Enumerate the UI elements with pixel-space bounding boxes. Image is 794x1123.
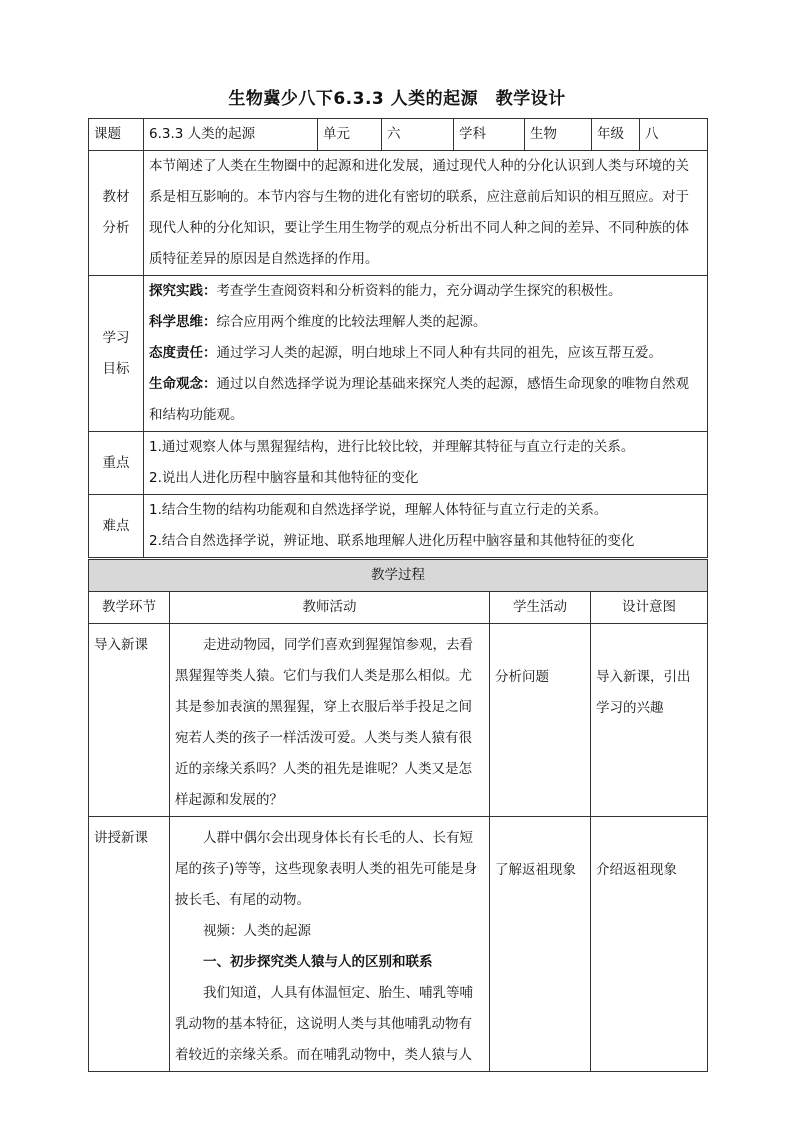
- info-table: [88, 118, 708, 558]
- xueke-label: 学科: [454, 119, 525, 151]
- keypoints-content: [144, 432, 708, 495]
- material-label-line-1: 教材: [102, 189, 130, 205]
- student-activity: 分析问题: [490, 624, 591, 817]
- column-header: 学生活动: [490, 592, 591, 624]
- document-title: 生物冀少八下6.3.3 人类的起源 教学设计: [228, 89, 566, 109]
- difficulty-item: 1.结合生物的结构功能观和自然选择学说，理解人体特征与直立行走的关系。: [149, 502, 608, 518]
- keti-value: 6.3.3 人类的起源: [144, 119, 318, 151]
- goal-text: 综合应用两个维度的比较法理解人类的起源。: [216, 314, 487, 330]
- teacher-paragraph: 人群中偶尔会出现身体长有长毛的人、长有短尾的孩子)等等，这些现象表明人类的祖先可能是身披长毛、有尾的动物。: [175, 830, 478, 908]
- column-header: 教学环节: [89, 592, 170, 624]
- keti-label: 课题: [89, 119, 144, 151]
- goal-text: 通过学习人类的起源，明白地球上不同人种有共同的祖先，应该互帮互爱。: [216, 345, 662, 361]
- material-label: [89, 151, 144, 276]
- goals-label: [89, 276, 144, 432]
- goal-head: 态度责任：: [149, 345, 217, 361]
- teacher-activity: [170, 817, 490, 1072]
- goals-label-line-1: 学习: [102, 329, 130, 346]
- difficulties-label: 难点: [89, 495, 144, 558]
- teacher-paragraph: 我们知道，人具有体温恒定、胎生、哺乳等哺乳动物的基本特征，这说明人类与其他哺乳动物有着较近的亲缘关系。而在哺乳动物中，类人猿与人: [175, 985, 473, 1063]
- danyuan-value: 六: [382, 119, 454, 151]
- column-header: 设计意图: [591, 592, 708, 624]
- process-table: [88, 559, 708, 1072]
- column-header: 教师活动: [170, 592, 490, 624]
- stage-cell: 讲授新课: [89, 817, 170, 1072]
- keypoint-item: 1.通过观察人体与黑猩猩结构，进行比较比较，并理解其特征与直立行走的关系。: [149, 439, 635, 455]
- goals-content: [144, 276, 708, 432]
- goals-label-line-2: 目标: [102, 360, 130, 377]
- student-activity: 了解返祖现象: [490, 817, 591, 1072]
- nianji-value: 八: [640, 119, 708, 151]
- material-text: 本节阐述了人类在生物圈中的起源和进化发展，通过现代人种的分化认识到人类与环境的关系是相互影响的。本节内容与生物的进化有密切的联系，应注意前后知识的相互照应。对于现代人种的分化知识，要让学生用生物学的观点分析出不同人种之间的差异、不同种族的体质特征差异的原因是自然选择的作用。: [144, 151, 708, 276]
- keypoint-item: 2.说出人进化历程中脑容量和其他特征的变化: [149, 470, 419, 486]
- xueke-value: 生物: [525, 119, 592, 151]
- keypoints-label: 重点: [89, 432, 144, 495]
- teacher-paragraph: 视频：人类的起源: [203, 923, 311, 939]
- goal-text: 考查学生查阅资料和分析资料的能力，充分调动学生探究的积极性。: [216, 283, 622, 299]
- goal-head: 生命观念：: [149, 376, 217, 392]
- goal-item: [149, 338, 702, 369]
- goal-text: 通过以自然选择学说为理论基础来探究人类的起源，感悟生命现象的唯物自然观和结构功能观。: [149, 376, 689, 423]
- stage-cell: 导入新课: [89, 624, 170, 817]
- goal-item: [149, 369, 702, 431]
- goal-item: [149, 276, 702, 307]
- goal-item: [149, 307, 702, 338]
- process-heading: 教学过程: [89, 560, 708, 592]
- material-label-line-2: 分析: [102, 220, 130, 236]
- teacher-activity: [170, 624, 490, 817]
- nianji-label: 年级: [592, 119, 640, 151]
- danyuan-label: 单元: [318, 119, 382, 151]
- difficulties-content: [144, 495, 708, 558]
- teacher-paragraph: 走进动物园，同学们喜欢到猩猩馆参观，去看黑猩猩等类人猿。它们与我们人类是那么相似。尤其是参加表演的黑猩猩，穿上衣服后举手投足之间宛若人类的孩子一样活泼可爱。人类与类人猿有很近的亲缘关系吗？人类的祖先是谁呢？人类又是怎样起源和发展的？: [175, 637, 473, 808]
- design-intent: 介绍返祖现象: [591, 817, 708, 1072]
- section-heading: 一、初步探究类人猿与人的区别和联系: [203, 954, 433, 970]
- goal-head: 科学思维：: [149, 314, 217, 330]
- difficulty-item: 2.结合自然选择学说，辨证地、联系地理解人进化历程中脑容量和其他特征的变化: [149, 533, 635, 549]
- design-intent: 导入新课，引出学习的兴趣: [591, 624, 708, 817]
- goal-head: 探究实践：: [149, 283, 217, 299]
